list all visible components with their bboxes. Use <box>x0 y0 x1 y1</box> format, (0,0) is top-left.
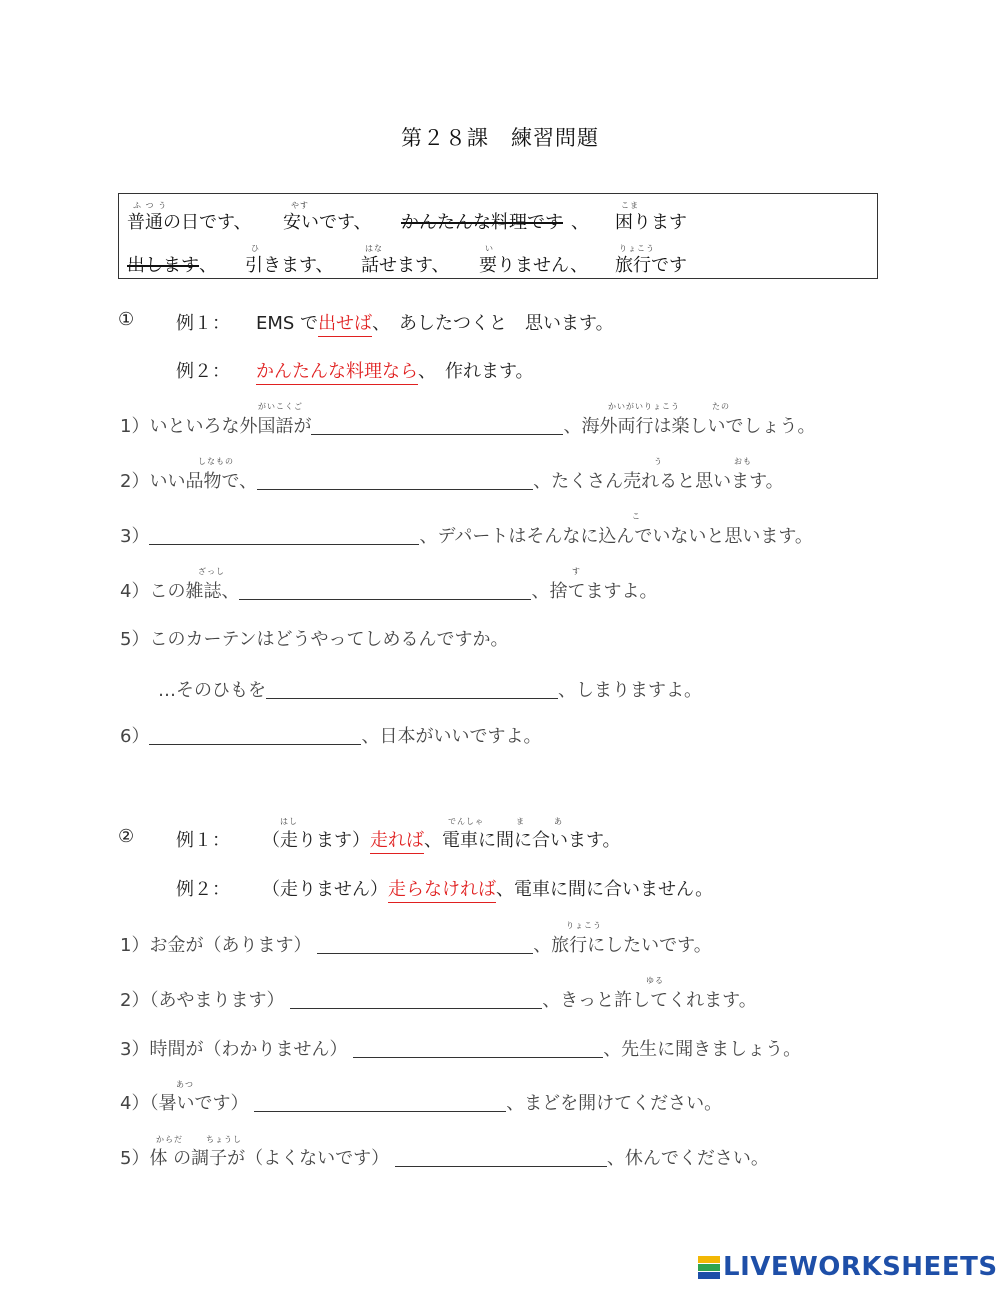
question-number: 2） <box>120 990 150 1011</box>
question-2-2 <box>120 986 757 1012</box>
question-ruby: あつ <box>176 1080 194 1089</box>
example-sentence <box>262 826 621 852</box>
word-bank-item: 普通の日です、 <box>127 212 252 233</box>
question-1-3 <box>120 522 813 548</box>
question-number: 5） <box>120 629 150 650</box>
answer-blank[interactable] <box>254 1093 506 1112</box>
question-pre: いといろな外国語が <box>149 416 312 437</box>
question-number: 4） <box>120 1093 150 1114</box>
answer-blank[interactable] <box>257 471 533 490</box>
question-1-5-reply <box>158 676 702 702</box>
word-bank-item: 安いです、 <box>283 212 372 233</box>
answer-blank[interactable] <box>266 680 558 699</box>
question-ruby: す <box>572 567 581 576</box>
question-2-1 <box>120 931 712 957</box>
question-number: 4） <box>120 581 150 602</box>
example-label: 例２： <box>176 879 230 900</box>
question-ruby: からだ <box>156 1135 183 1144</box>
question-post: 、捨てますよ。 <box>531 581 658 602</box>
question-2-5 <box>120 1144 769 1170</box>
word-bank-item: 困ります <box>615 212 687 233</box>
question-pre: （あやまります） <box>149 990 285 1011</box>
word-ruby: りょこう <box>619 244 655 253</box>
answer-blank[interactable] <box>395 1148 607 1167</box>
word-ruby: はな <box>365 244 383 253</box>
example-pre: （走りません） <box>262 879 388 900</box>
question-ruby: がいこくご <box>258 402 303 411</box>
question-ruby: ざっし <box>198 567 225 576</box>
word-ruby: ひ <box>251 244 260 253</box>
example-post: 、電車に間に合います。 <box>424 830 621 851</box>
question-post: 、きっと許してくれます。 <box>542 990 757 1011</box>
logo-text: LIVEWORKSHEETS <box>723 1252 998 1282</box>
word-bank-item: 引きます、 <box>245 255 334 276</box>
section-marker: ① <box>118 309 135 330</box>
word-bank-item: 話せます、 <box>361 255 450 276</box>
question-ruby: おも <box>734 457 752 466</box>
example-answer: 走らなければ <box>388 879 496 903</box>
word-ruby: い <box>485 244 494 253</box>
question-ruby: こ <box>632 512 641 521</box>
question-pre: 体 の調子が（よくないです） <box>149 1148 390 1169</box>
question-post: 、先生に聞きましょう。 <box>603 1039 802 1060</box>
section-marker: ② <box>118 826 135 847</box>
word-bank-item-struck: 出します <box>127 255 199 276</box>
example-label: 例１： <box>176 830 230 851</box>
question-number: 6） <box>120 726 150 747</box>
example-ruby: はし <box>280 817 298 826</box>
example-answer: 走れば <box>370 830 424 854</box>
word-bank-separator: 、 <box>199 255 217 276</box>
answer-blank[interactable] <box>239 581 531 600</box>
question-pre: 時間が（わかりません） <box>149 1039 348 1060</box>
question-pre: このカーテンはどうやってしめるんですか。 <box>149 629 509 650</box>
question-number: 2） <box>120 471 150 492</box>
question-ruby: しなもの <box>198 457 234 466</box>
question-post: 、休んでください。 <box>606 1148 769 1169</box>
answer-blank[interactable] <box>311 416 563 435</box>
question-ruby: ゆる <box>646 976 664 985</box>
example-answer: 出せば <box>318 313 372 337</box>
example-sentence <box>262 875 713 901</box>
question-1-6 <box>120 722 541 748</box>
answer-blank[interactable] <box>149 726 361 745</box>
question-ruby: ちょうし <box>206 1135 242 1144</box>
example-pre: （走ります） <box>262 830 370 851</box>
question-post: 、まどを開けてください。 <box>506 1093 723 1114</box>
question-post: 、海外両行は楽しいでしょう。 <box>563 416 816 437</box>
question-post: 、デパートはそんなに込んでいないと思います。 <box>419 526 813 547</box>
page-title: 第２８課 練習問題 <box>401 126 599 150</box>
answer-blank[interactable] <box>317 935 533 954</box>
question-1-2 <box>120 467 784 493</box>
example-post: 、電車に間に合いません。 <box>496 879 714 900</box>
word-bank-separator: 、 <box>571 212 589 233</box>
example-pre: EMS で <box>256 313 319 334</box>
question-ruby: かいがいりょこう <box>608 402 680 411</box>
question-pre: （暑いです） <box>149 1093 249 1114</box>
question-number: 1） <box>120 935 150 956</box>
question-2-4 <box>120 1089 722 1115</box>
liveworksheets-logo[interactable] <box>698 1252 998 1282</box>
example-post: 、 作れます。 <box>418 361 534 382</box>
liveworksheets-logo-icon <box>698 1256 720 1279</box>
example-answer: かんたんな料理なら <box>256 361 418 385</box>
example-label: 例１： <box>176 313 230 334</box>
question-ruby: う <box>654 457 663 466</box>
word-bank-box <box>118 193 878 279</box>
answer-blank[interactable] <box>149 526 419 545</box>
question-number: 3） <box>120 526 150 547</box>
question-number: 5） <box>120 1148 150 1169</box>
question-post: 、しまりますよ。 <box>558 680 702 701</box>
question-1-5 <box>120 625 509 651</box>
question-ruby: たの <box>712 402 730 411</box>
example-sentence <box>256 309 614 335</box>
example-ruby: あ <box>554 817 563 826</box>
word-ruby: ふ つ う <box>133 201 168 210</box>
word-bank-item-struck: かんたんな料理です <box>401 212 563 233</box>
question-pre: いい品物で、 <box>149 471 258 492</box>
question-post: 、旅行にしたいです。 <box>533 935 712 956</box>
word-ruby: こま <box>621 201 639 210</box>
question-pre: お金が（あります） <box>149 935 312 956</box>
question-number: 1） <box>120 416 150 437</box>
question-1-4 <box>120 577 657 603</box>
word-bank-item: 旅行です <box>615 255 687 276</box>
example-post: 、 あしたつくと 思います。 <box>372 313 614 334</box>
question-pre: …そのひもを <box>158 680 266 701</box>
question-number: 3） <box>120 1039 150 1060</box>
word-bank-item: 要りません、 <box>479 255 589 276</box>
example-label: 例２： <box>176 361 230 382</box>
answer-blank[interactable] <box>290 990 542 1009</box>
question-post: 、日本がいいですよ。 <box>361 726 542 747</box>
example-ruby: ま <box>516 817 525 826</box>
question-post: 、たくさん売れると思います。 <box>533 471 784 492</box>
example-sentence <box>256 357 534 383</box>
question-1-1 <box>120 412 815 438</box>
question-ruby: りょこう <box>566 921 602 930</box>
example-ruby: でんしゃ <box>448 817 484 826</box>
question-pre: この雑誌、 <box>149 581 240 602</box>
question-2-3 <box>120 1035 801 1061</box>
word-ruby: やす <box>291 201 309 210</box>
answer-blank[interactable] <box>353 1039 603 1058</box>
